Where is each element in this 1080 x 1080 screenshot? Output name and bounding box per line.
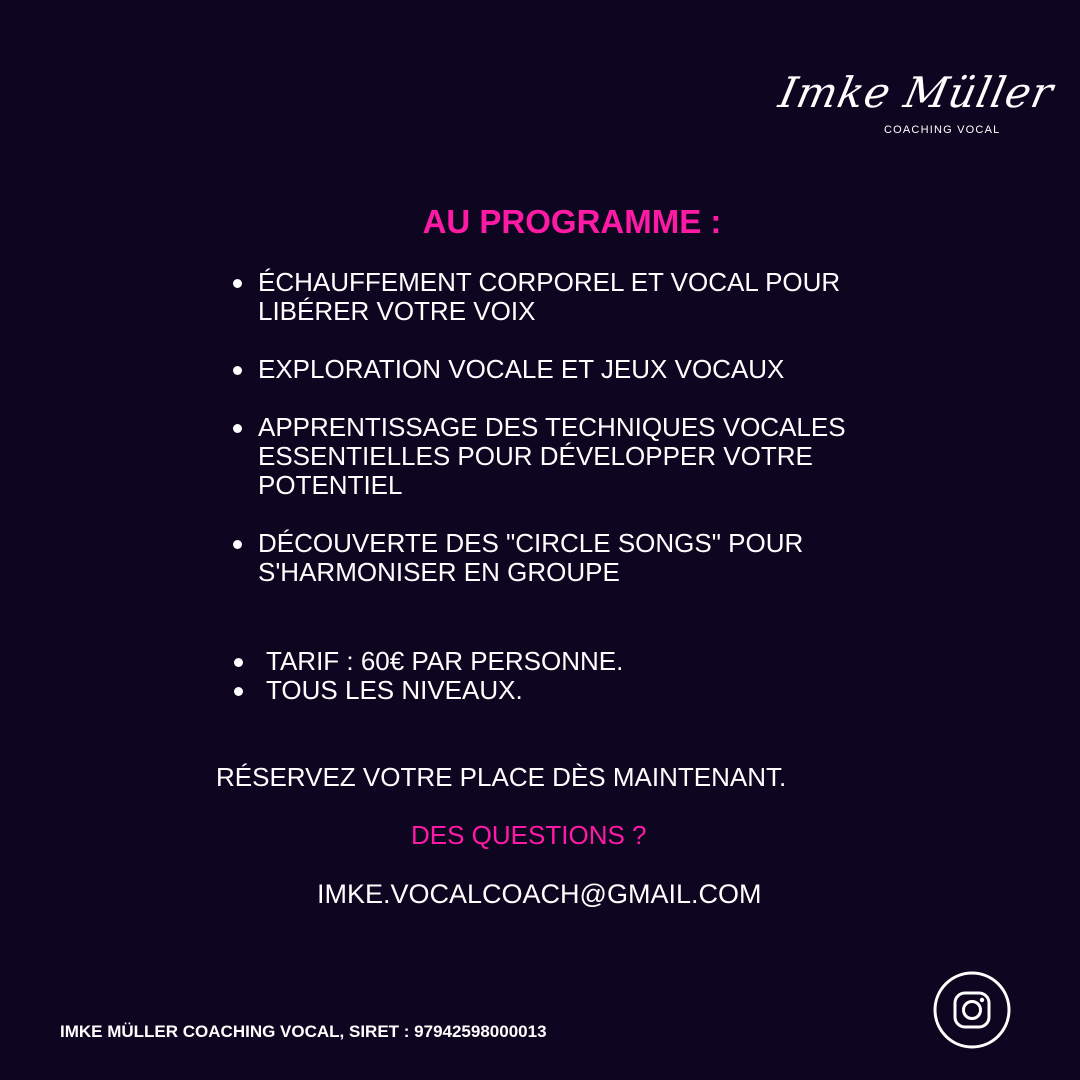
program-list <box>232 268 892 616</box>
program-item: DÉCOUVERTE DES "CIRCLE SONGS" POUR S'HARMONISER EN GROUPE <box>232 529 892 587</box>
program-item: APPRENTISSAGE DES TECHNIQUES VOCALES ESSENTIELLES POUR DÉVELOPPER VOTRE POTENTIEL <box>232 413 892 500</box>
info-list <box>232 647 832 705</box>
questions-text: DES QUESTIONS ? <box>411 820 647 850</box>
price-item: TARIF : 60€ PAR PERSONNE. <box>232 647 832 676</box>
program-item: ÉCHAUFFEMENT CORPOREL ET VOCAL POUR LIBÉRER VOTRE VOIX <box>232 268 892 326</box>
level-item: TOUS LES NIVEAUX. <box>232 676 832 705</box>
logo-signature: Imke Müller <box>774 68 1059 117</box>
program-item: EXPLORATION VOCALE ET JEUX VOCAUX <box>232 355 892 384</box>
email-link[interactable]: IMKE.VOCALCOACH@GMAIL.COM <box>317 879 762 909</box>
reserve-text: RÉSERVEZ VOTRE PLACE DÈS MAINTENANT. <box>216 762 787 792</box>
program-heading: AU PROGRAMME : <box>422 203 722 240</box>
instagram-icon-graphic <box>933 971 1011 1049</box>
logo-tagline: COACHING VOCAL <box>884 124 1001 136</box>
instagram-icon[interactable] <box>933 971 1011 1049</box>
brand-logo <box>774 68 1059 140</box>
footer-legal: IMKE MÜLLER COACHING VOCAL, SIRET : 97942598000013 <box>60 1022 547 1041</box>
